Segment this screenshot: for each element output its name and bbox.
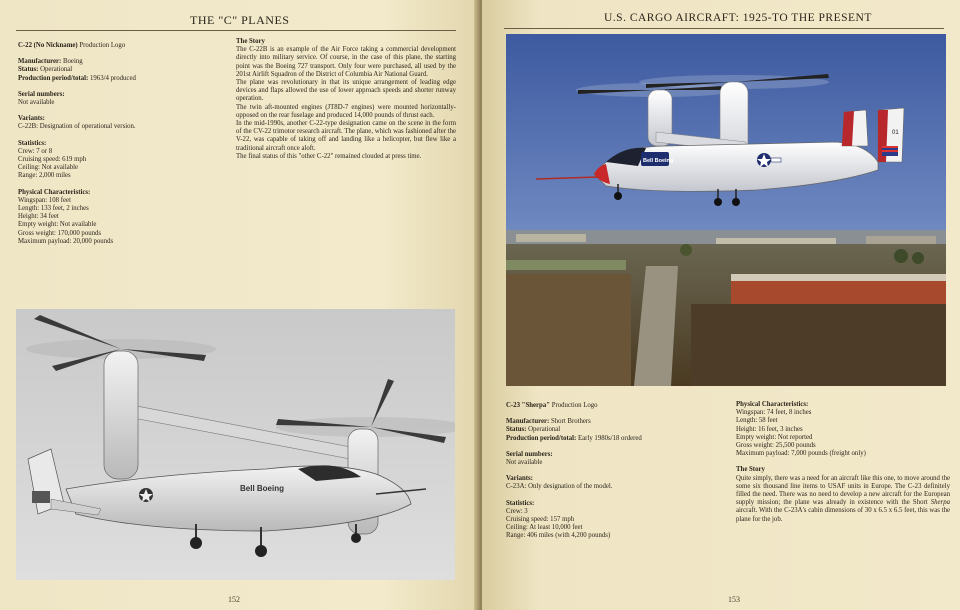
- c22-serial-label: Serial numbers:: [18, 90, 65, 98]
- c23-physical: Wingspan: 74 feet, 8 inches: [736, 409, 812, 417]
- c22-physical: Maximum payload: 20,000 pounds: [18, 237, 114, 245]
- c23-stat: Ceiling: At least 10,000 feet: [506, 524, 583, 532]
- c22-story-paragraph: The final status of this "other C-22" remained clouded at press time.: [236, 152, 422, 160]
- c22-stat: Ceiling: Not available: [18, 164, 79, 172]
- c23-story-heading: The Story: [736, 466, 765, 474]
- c22-story-heading: The Story: [236, 38, 265, 45]
- c23-story-text: Quite simply, there was a need for an aircraft like this one, to move around the some six thousand line items to USAF units in Europe. The C-23 definitely filled the need. There was no need to develop a new aircraft for the European supply mission; the plane was already in existence with the Short Sherpa aircraft. With the C-23A's cabin dimensions of 30 x 6.5 x 6.5 feet, this was the plane for the job.: [736, 474, 950, 523]
- c22-physical: Length: 133 feet, 2 inches: [18, 205, 89, 213]
- c22-physical: Empty weight: Not available: [18, 221, 97, 229]
- c22-serial: Not available: [18, 99, 55, 107]
- c22-stat: Cruising speed: 619 mph: [18, 156, 87, 164]
- c23-variants: C-23A: Only designation of the model.: [506, 483, 613, 491]
- v22-bw-illustration: [16, 309, 455, 580]
- c23-variants-label: Variants:: [506, 475, 533, 483]
- left-photo-v22: [16, 309, 455, 580]
- right-photo-fuselage-text: Bell Boeing: [643, 158, 674, 164]
- left-page: [0, 0, 478, 610]
- left-photo-fuselage-text: Bell Boeing: [240, 484, 285, 493]
- c23-physical-label: Physical Characteristics:: [736, 401, 809, 408]
- c23-statistics-label: Statistics:: [506, 499, 535, 507]
- c23-production: Production period/total: Early 1980s/18 ordered: [506, 434, 642, 442]
- c22-status: Status: Operational: [18, 66, 73, 74]
- left-running-head: THE "C" PLANES: [190, 13, 290, 27]
- c23-stat: Cruising speed: 157 mph: [506, 516, 575, 524]
- c23-stat: Range: 406 miles (with 4,200 pounds): [506, 532, 611, 540]
- c23-physical: Maximum payload: 7,000 pounds (freight only): [736, 450, 866, 458]
- c22-manufacturer: Manufacturer: Boeing: [18, 58, 83, 66]
- right-running-head: U.S. CARGO AIRCRAFT: 1925-TO THE PRESENT: [604, 12, 872, 24]
- c23-physical: Gross weight: 25,500 pounds: [736, 442, 816, 450]
- c22-story-paragraph: The plane was revolutionary in that its unique arrangement of leading edge devices and flaps allowed the use of lower approach speeds and shorter runway operation.: [236, 79, 456, 103]
- right-physical-story-column: [736, 401, 950, 524]
- c23-manufacturer: Manufacturer: Short Brothers: [506, 418, 591, 426]
- c22-physical: Height: 34 feet: [18, 213, 59, 221]
- right-folio: 153: [728, 595, 740, 604]
- c22-production: Production period/total: 1963/4 produced: [18, 74, 136, 82]
- c22-physical: Gross weight: 170,000 pounds: [18, 229, 102, 237]
- left-spec-column: [18, 42, 228, 246]
- v22-color-illustration: [506, 34, 946, 386]
- tail-number: 01: [892, 130, 899, 136]
- c22-story-paragraph: In the mid-1990s, another C-22-type designation came on the scene in the form of the CV-22 trimotor research aircraft. The plane, which was fashioned after the V-22, was capable of taking off and landing like a helicopter, but flew like a traditional aircraft once aloft.: [236, 120, 456, 152]
- c23-serial: Not available: [506, 459, 543, 467]
- c23-physical: Height: 16 feet, 3 inches: [736, 425, 803, 433]
- c23-title: C-23 "Sherpa" Production Logo: [506, 402, 598, 409]
- c22-stat: Range: 2,000 miles: [18, 172, 71, 180]
- c22-physical: Wingspan: 108 feet: [18, 196, 71, 204]
- c22-story-paragraph: The twin aft-mounted engines (JT8D-7 engines) were mounted horizontally-opposed on the rear fuselage and produced 14,000 pounds of thrust each.: [236, 103, 456, 119]
- right-page: [482, 0, 960, 610]
- left-folio: 152: [228, 595, 240, 604]
- c23-status: Status: Operational: [506, 426, 561, 434]
- right-photo-v22: [506, 34, 946, 386]
- right-spec-column: [506, 402, 721, 541]
- c22-story-paragraph: The C-22B is an example of the Air Force taking a commercial development directly into military service. Of course, in the case of this plane, the starting point was the Boeing 727 transport. Only four were purchased, all used by the 201st Airlift Squadron of the District of Columbia Air National Guard.: [236, 46, 456, 78]
- left-story-column: [236, 38, 456, 161]
- c22-stat: Crew: 7 or 8: [18, 147, 53, 155]
- right-head-rule: [504, 28, 944, 29]
- c22-statistics-label: Statistics:: [18, 139, 47, 147]
- c23-stat: Crew: 3: [506, 507, 528, 515]
- c22-variants-label: Variants:: [18, 115, 45, 123]
- left-head-rule: [16, 30, 456, 31]
- c23-serial-label: Serial numbers:: [506, 450, 553, 458]
- c22-title: C-22 (No Nickname) Production Logo: [18, 42, 126, 49]
- c23-physical: Length: 58 feet: [736, 417, 778, 425]
- c22-variants: C-22B: Designation of operational version.: [18, 123, 136, 131]
- c23-physical: Empty weight: Not reported: [736, 433, 813, 441]
- c22-physical-label: Physical Characteristics:: [18, 188, 91, 196]
